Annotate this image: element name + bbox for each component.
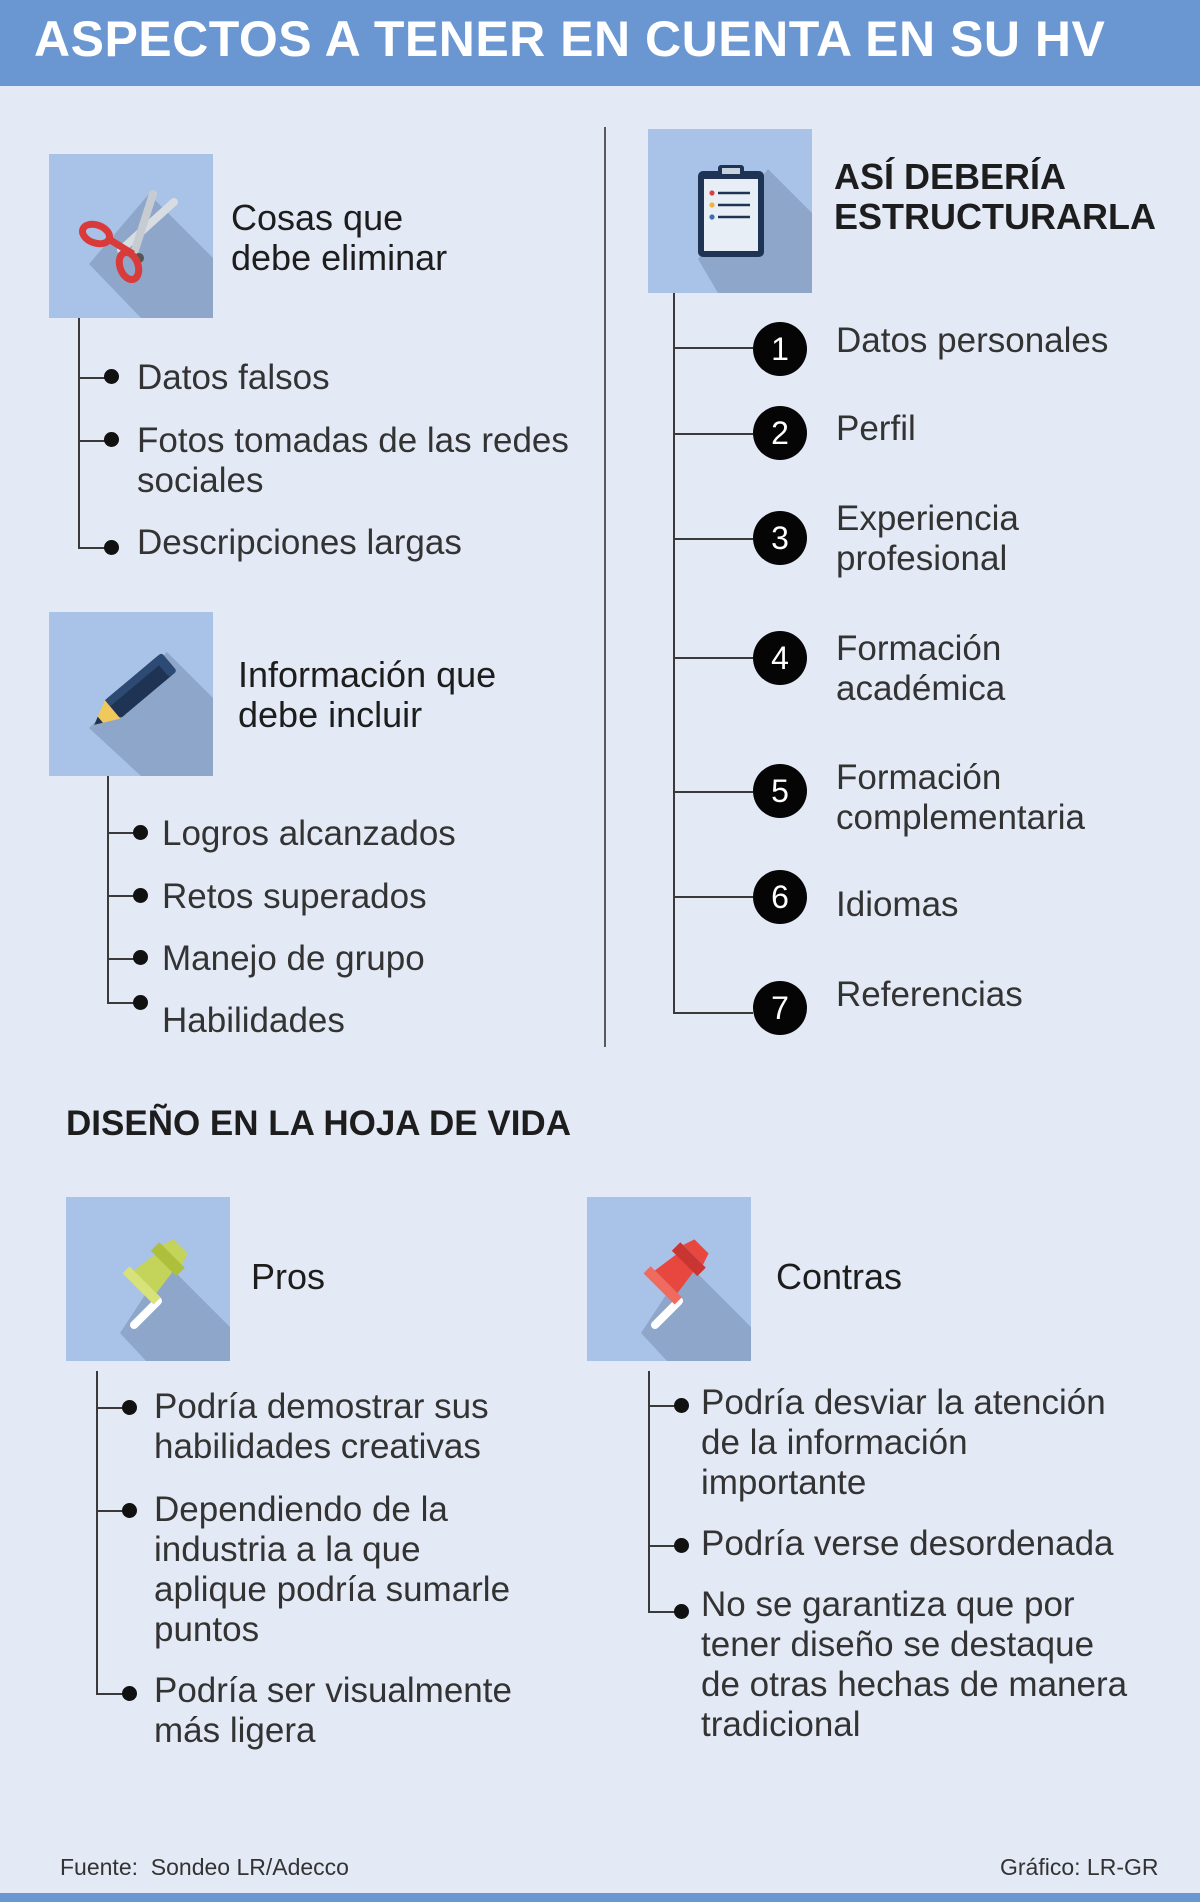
list-item: Podría verse desordenada <box>701 1524 1114 1563</box>
step-label: Experiencia profesional <box>836 499 1019 578</box>
list-item: Podría ser visualmente más ligera <box>154 1671 512 1750</box>
source-note: Fuente: Sondeo LR/Adecco <box>60 1854 349 1880</box>
red-pushpin-icon <box>587 1197 751 1361</box>
bullet <box>674 1604 689 1619</box>
bullet <box>122 1503 137 1518</box>
bullet <box>104 540 119 555</box>
bullet <box>133 825 148 840</box>
footer-bar <box>0 1893 1200 1902</box>
pros-tree-line <box>96 1371 98 1695</box>
scissors-icon <box>49 154 213 318</box>
scissors-icon-box <box>49 154 213 318</box>
step-label: Perfil <box>836 409 916 448</box>
list-item: Fotos tomadas de las redes sociales <box>137 421 569 500</box>
pros-title: Pros <box>251 1256 326 1297</box>
list-item: Retos superados <box>162 877 427 916</box>
step-label: Formación académica <box>836 629 1006 708</box>
step-label: Idiomas <box>836 885 959 924</box>
pencil-icon <box>49 612 213 776</box>
eliminar-title: Cosas que debe eliminar <box>231 197 448 278</box>
list-item: Dependiendo de la industria a la que aplique podría sumarle puntos <box>154 1490 511 1649</box>
contras-title: Contras <box>776 1256 903 1297</box>
list-item: Descripciones largas <box>137 523 462 562</box>
step-number-5: 5 <box>753 764 807 818</box>
list-item: Podría demostrar sus habilidades creativas <box>154 1387 489 1466</box>
step-number-4: 4 <box>753 631 807 685</box>
green-pushpin-icon <box>66 1197 230 1361</box>
credit-note: Gráfico: LR-GR <box>1000 1854 1159 1880</box>
pencil-icon-box <box>49 612 213 776</box>
step-number-3: 3 <box>753 511 807 565</box>
clipboard-icon-box <box>648 129 812 293</box>
contras-tree-line <box>648 1371 650 1613</box>
estructura-title: ASÍ DEBERÍA ESTRUCTURARLA <box>834 156 1156 237</box>
page-title: ASPECTOS A TENER EN CUENTA EN SU HV <box>34 11 1106 67</box>
incluir-tree-line <box>107 776 109 1003</box>
list-item: Habilidades <box>162 1001 345 1040</box>
step-label: Referencias <box>836 975 1023 1014</box>
diseno-title: DISEÑO EN LA HOJA DE VIDA <box>66 1104 571 1143</box>
step-number-6: 6 <box>753 870 807 924</box>
green-pushpin-icon-box <box>66 1197 230 1361</box>
bullet <box>122 1686 137 1701</box>
eliminar-tree-line <box>78 318 80 548</box>
bullet <box>133 888 148 903</box>
list-item: No se garantiza que por tener diseño se destaque de otras hechas de manera tradicional <box>701 1585 1128 1744</box>
clipboard-icon <box>648 129 812 293</box>
red-pushpin-icon-box <box>587 1197 751 1361</box>
list-item: Datos falsos <box>137 358 330 397</box>
bullet <box>122 1400 137 1415</box>
list-item: Podría desviar la atención de la información importante <box>701 1383 1106 1502</box>
bullet <box>674 1398 689 1413</box>
bullet <box>674 1538 689 1553</box>
step-number-2: 2 <box>753 406 807 460</box>
bullet <box>104 369 119 384</box>
bullet <box>133 950 148 965</box>
step-number-7: 7 <box>753 981 807 1035</box>
step-label: Formación complementaria <box>836 758 1085 837</box>
step-number-1: 1 <box>753 322 807 376</box>
bullet <box>133 995 148 1010</box>
incluir-title: Información que debe incluir <box>238 654 497 735</box>
column-divider <box>604 127 606 1047</box>
list-item: Logros alcanzados <box>162 814 456 853</box>
bullet <box>104 432 119 447</box>
list-item: Manejo de grupo <box>162 939 425 978</box>
step-label: Datos personales <box>836 321 1109 360</box>
estructura-tree-line <box>673 293 675 1013</box>
